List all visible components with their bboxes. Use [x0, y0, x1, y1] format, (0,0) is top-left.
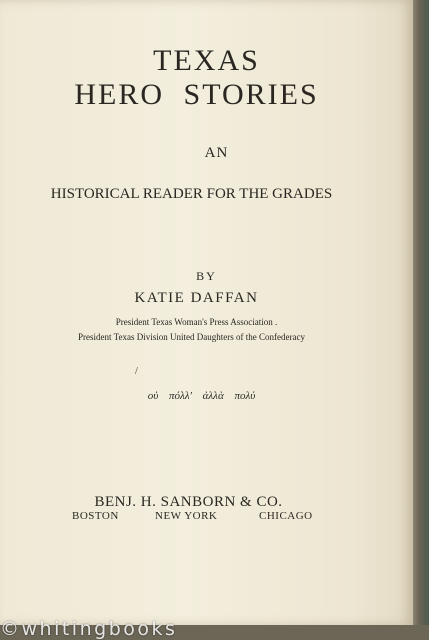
author-role-1: President Texas Woman's Press Association . [115, 317, 278, 327]
city-boston: BOSTON [72, 510, 119, 522]
watermark: ©whitingbooks [0, 618, 178, 640]
city-new-york: NEW YORK [155, 510, 218, 522]
pencil-mark: / [135, 366, 138, 377]
publisher-name: BENJ. H. SANBORN & CO. [94, 494, 283, 510]
book-title-line-1: TEXAS [153, 44, 260, 77]
book-title-line-2: HERO STORIES [74, 78, 319, 111]
author-role-2: President Texas Division United Daughters of the Confederacy [78, 332, 305, 342]
subtitle-article: AN [204, 145, 229, 161]
book-subtitle: HISTORICAL READER FOR THE GRADES [50, 186, 333, 202]
author-name: KATIE DAFFAN [134, 290, 259, 306]
publisher-cities [0, 510, 413, 526]
page-edge-strip [413, 0, 429, 640]
greek-motto: οὐ πόλλ' ἀλλὰ πολύ [147, 390, 256, 402]
byline-label: BY [196, 269, 217, 283]
city-chicago: CHICAGO [259, 510, 313, 522]
